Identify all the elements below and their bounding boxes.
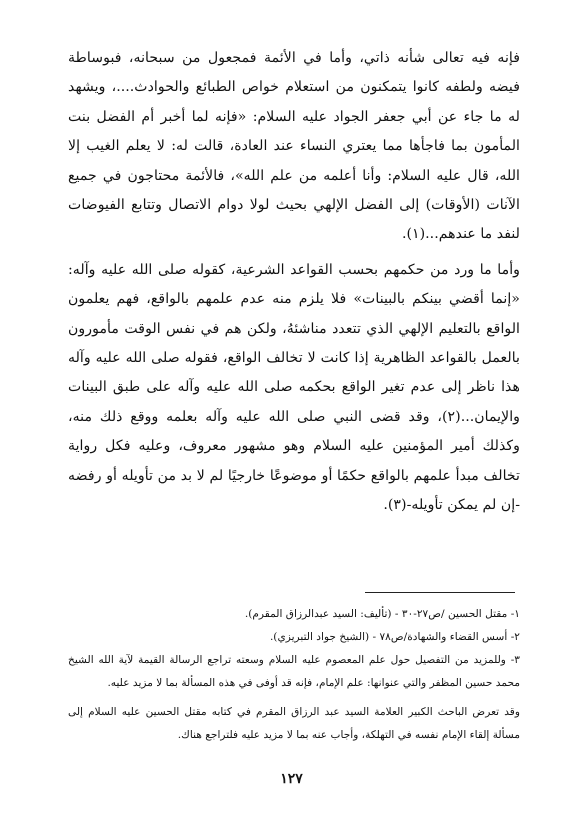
footnote-3-continued: وقد تعرض الباحث الكبير العلامة السيد عبد الرزاق المقرم في كتابه مقتل الحسين عليه السلام إلى مسألة إلقاء الإمام نفسه في التهلكة، وأجاب عنه بما لا مزيد عليه فلتراجع هناك.	[68, 706, 520, 741]
footnote-1: ١- مقتل الحسين /ص٢٧-٣٠ - (تأليف: السيد عبدالرزاق المقرم).	[244, 608, 520, 620]
page-number: ١٢٧	[280, 771, 303, 787]
footnotes	[68, 603, 520, 747]
paragraph-2: وأما ما ورد من حكمهم بحسب القواعد الشرعية، كقوله صلى الله عليه وآله: «إنما أقضي بينكم بالبينات» فلا يلزم منه عدم علمهم بالواقع، فهم يعلمون الواقع بالتعليم الإلهي الذي تتعدد مناشئهُ، ولكن هم في نفس الوقت مأمورون بالعمل بالقواعد الظاهرية إذا كانت لا تخالف الواقع، فقوله صلى الله عليه وآله هذا ناظر إلى عدم تغير الواقع بحكمه صلى الله عليه وآله على طبق البينات والإيمان...(٢)، وقد قضى النبي صلى الله عليه وآله بعلمه ووقع ذلك منه، وكذلك أمير المؤمنين عليه السلام وهو مشهور معروف، وعليه فكل رواية تخالف مبدأ علمهم بالواقع حكمًا أو موضوعًا خارجيًا لم لا بد من تأويله أو رفضه -إن لم يمكن تأويله-(٣).	[68, 261, 520, 514]
footnote-3: ٣- وللمزيد من التفصيل حول علم المعصوم عليه السلام وسعته تراجع الرسالة القيمة لآية الله الشيخ محمد حسين المظفر والتي عنوانها: علم الإمام، فإنه قد أوفى في هذه المسألة بما لا مزيد عليه.	[68, 654, 520, 689]
footnote-divider	[365, 592, 515, 593]
main-text	[68, 44, 520, 521]
paragraph-1: فإنه فيه تعالى شأنه ذاتي، وأما في الأئمة فمجعول من سبحانه، فبوساطة فيضه ولطفه كانوا يتمكنون من استعلام خواص الطبائع والحوادث....، ويشهد له ما جاء عن أبي جعفر الجواد عليه السلام: «فإنه لما أخبر أم الفضل بنت المأمون بما فاجأها مما يعتري النساء عند العادة، قالت له: لا يعلم الغيب إلا الله، قال عليه السلام: وأنا أعلمه من علم الله»، فالأئمة محتاجون في جميع الآنات (الأوقات) إلى الفضل الإلهي بحيث لولا دوام الاتصال وتتابع الفيوضات لنفد ما عندهم...(١).	[68, 50, 520, 243]
footnote-2: ٢- أسس القضاء والشهادة/ص٧٨ - (الشيخ جواد التبريزي).	[269, 631, 520, 643]
